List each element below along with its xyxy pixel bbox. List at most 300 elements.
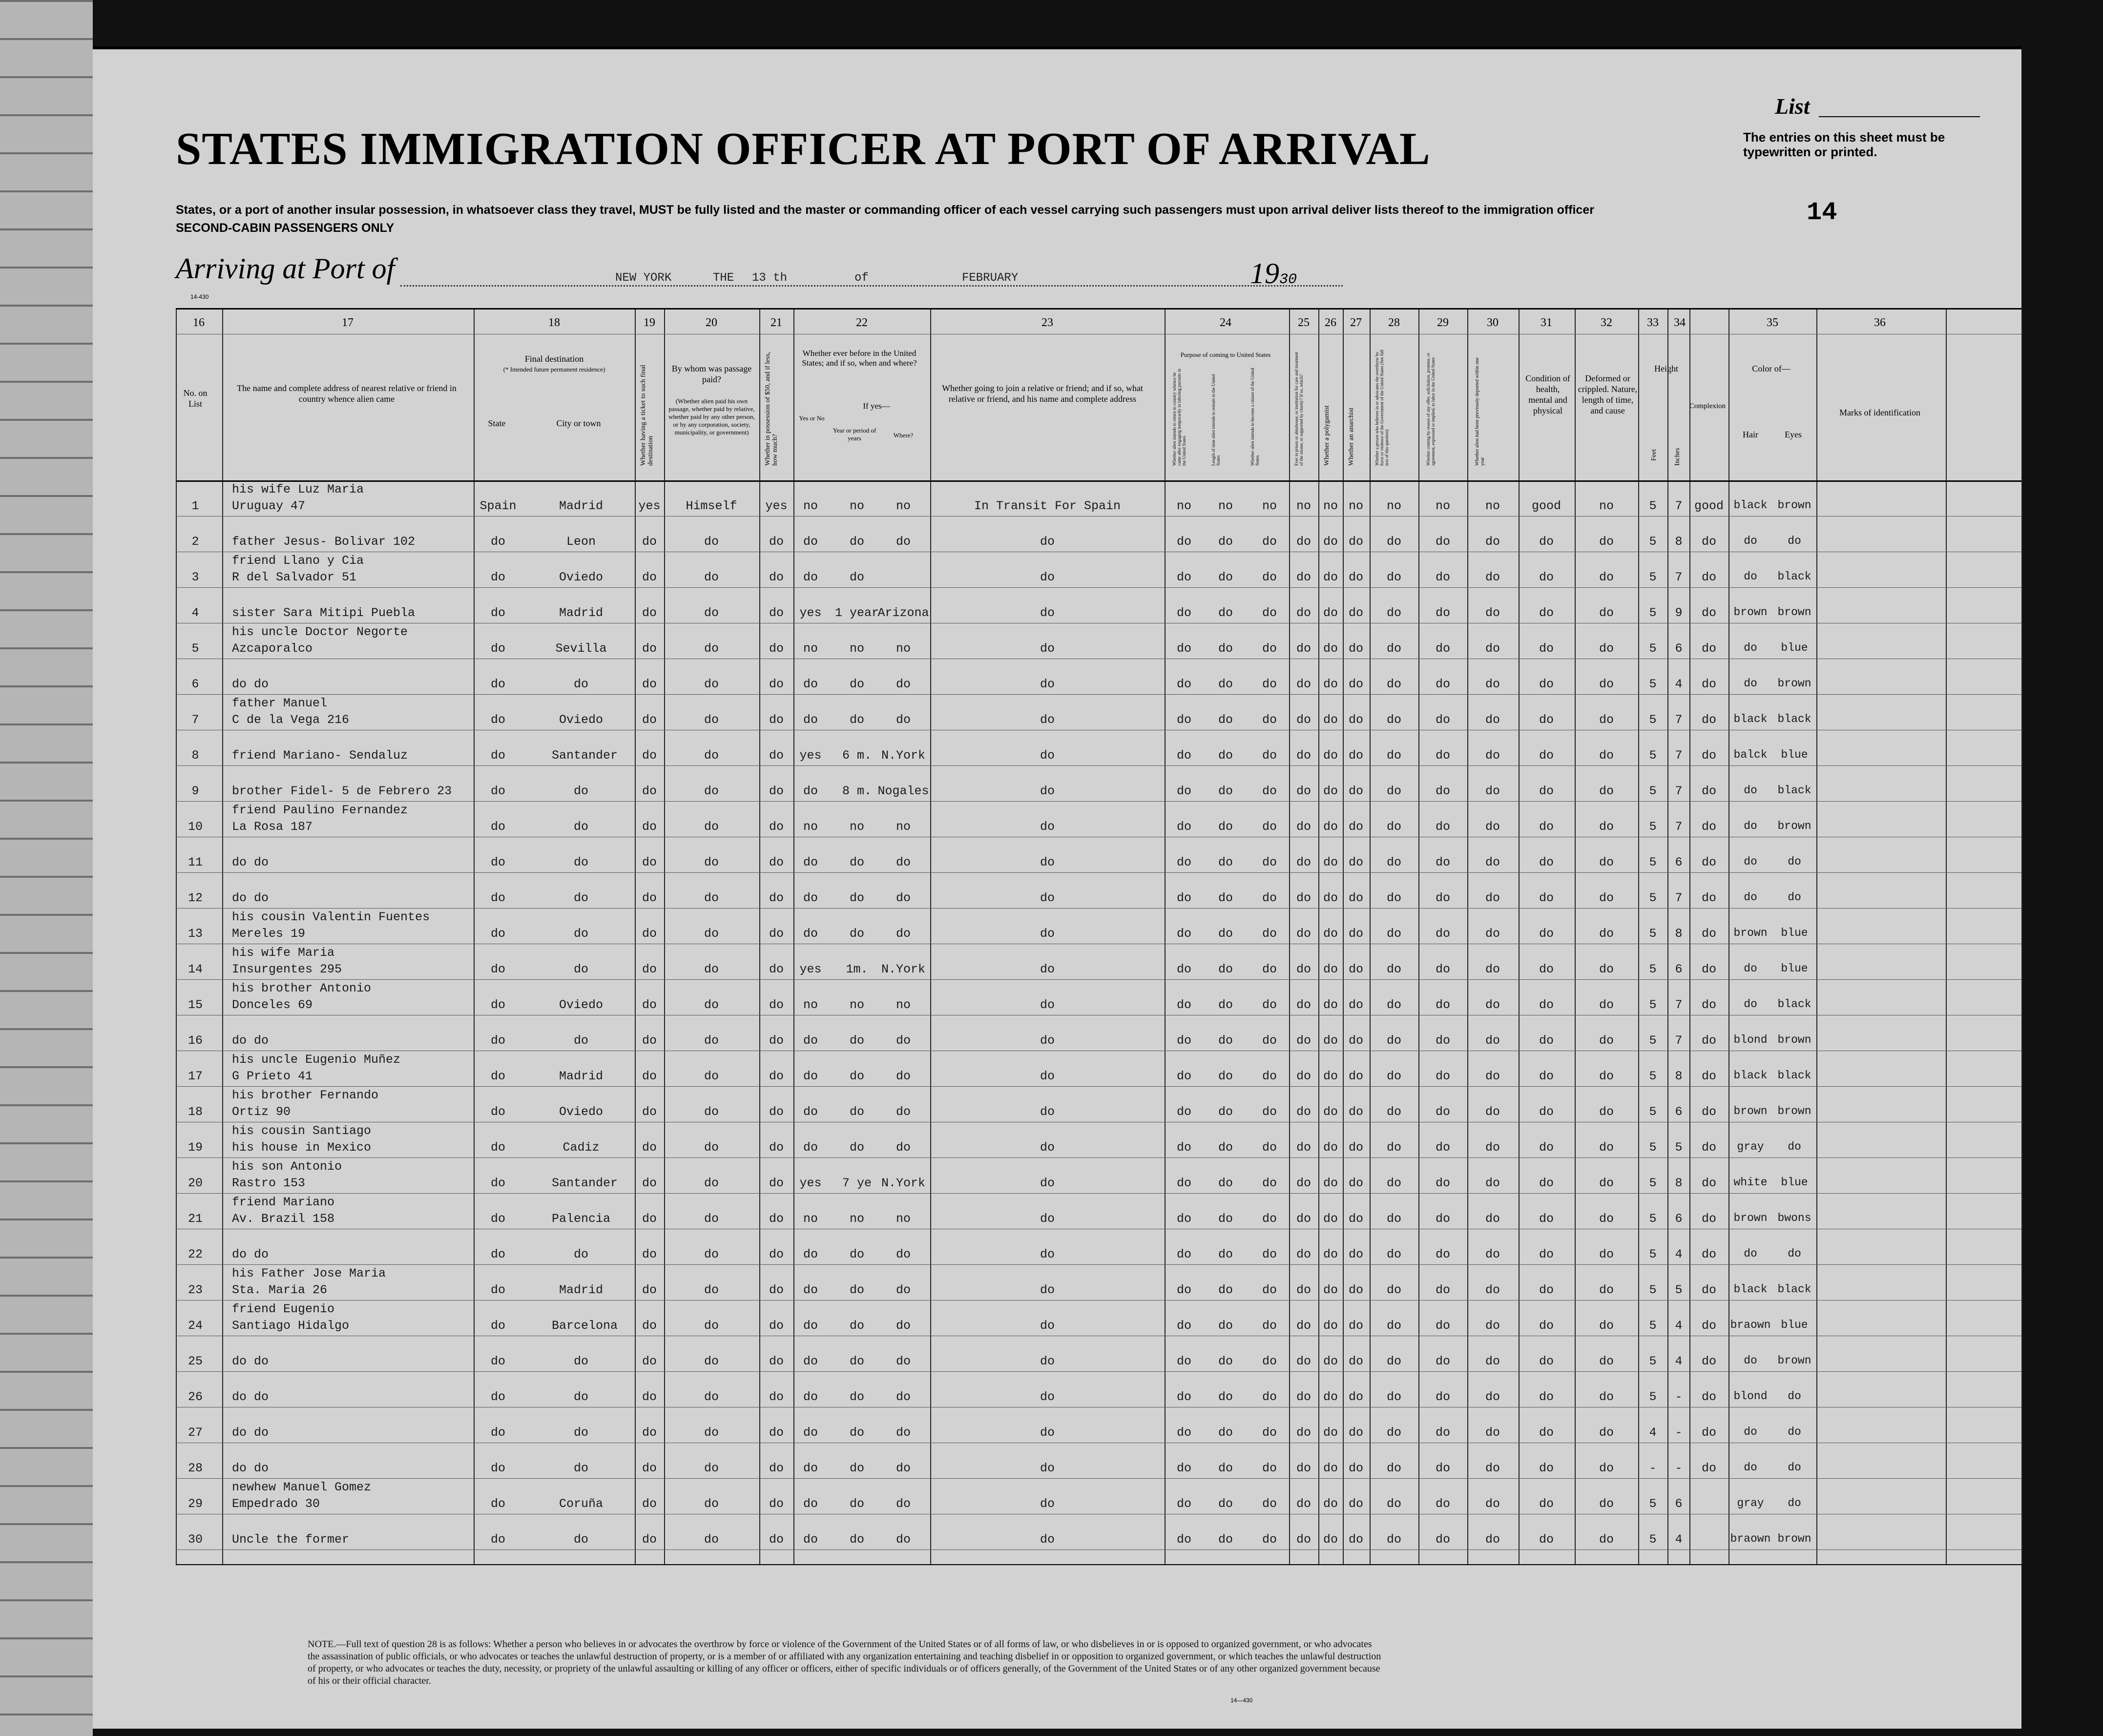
cell-ticket: do (642, 1247, 657, 1261)
cell-rel2: Uncle the former (232, 1532, 350, 1547)
cell-a: do (1176, 570, 1191, 584)
cell-in: 4 (1675, 1354, 1683, 1368)
cell-yn: do (803, 1105, 818, 1119)
cell-in: - (1675, 1390, 1683, 1404)
cell-f: do (1348, 1354, 1363, 1368)
cell-where: no (895, 820, 911, 834)
row-divider (176, 1300, 2021, 1301)
cell-c: do (1262, 998, 1277, 1012)
cell-city: do (573, 855, 588, 869)
cell-i: do (1485, 641, 1500, 656)
cell-state: do (490, 535, 505, 549)
cell-ticket: yes (638, 499, 661, 513)
cell-a: do (1176, 891, 1191, 905)
cell-b: do (1218, 1354, 1233, 1368)
cell-comp: do (1701, 606, 1716, 620)
cell-i: do (1485, 1247, 1500, 1261)
cell-b: do (1218, 1283, 1233, 1297)
cell-i: do (1485, 1212, 1500, 1226)
cell-comp: do (1701, 641, 1716, 656)
cell-paid: do (704, 1105, 719, 1119)
cell-f: do (1348, 891, 1363, 905)
cell-d: do (1296, 1319, 1311, 1333)
cell-comp: do (1701, 962, 1716, 976)
cell-city: do (573, 1033, 588, 1048)
cell-yn: do (803, 855, 818, 869)
cell-g: do (1386, 1140, 1401, 1155)
cell-in: 5 (1675, 1140, 1683, 1155)
subtitle-class: SECOND-CABIN PASSENGERS ONLY (176, 221, 395, 235)
table-row (176, 909, 2021, 945)
row-divider (176, 765, 2021, 766)
cell-in: 6 (1675, 1497, 1683, 1511)
cell-eyes: black (1777, 1069, 1811, 1082)
the-label: THE (713, 271, 734, 285)
cell-eyes: do (1788, 1461, 1801, 1474)
cell-health: do (1539, 1319, 1554, 1333)
cell-state: do (490, 1033, 505, 1048)
cell-in: 4 (1675, 677, 1683, 691)
cell-ticket: do (642, 820, 657, 834)
cell-in: 8 (1675, 1176, 1683, 1190)
table-row (176, 624, 2021, 660)
cell-e: do (1323, 1140, 1338, 1155)
cell-eyes: black (1777, 998, 1811, 1011)
cell-g: do (1386, 820, 1401, 834)
cell-c: do (1262, 1176, 1277, 1190)
cell-hair: balck (1733, 748, 1768, 761)
cell-f: do (1348, 570, 1363, 584)
header-yes-no: Yes or No (799, 414, 825, 422)
cell-money: do (769, 1069, 784, 1083)
cell-where: do (895, 1497, 911, 1511)
cell-ticket: do (642, 1033, 657, 1048)
cell-f: do (1348, 784, 1363, 798)
cell-a: do (1176, 1319, 1191, 1333)
header-feet: Feet (1650, 449, 1658, 461)
cell-yn: no (803, 499, 818, 513)
cell-b: do (1218, 1319, 1233, 1333)
cell-paid: do (704, 1140, 719, 1155)
cell-rel2: Insurgentes 295 (232, 962, 342, 976)
cell-yn: do (803, 1319, 818, 1333)
cell-deformed: no (1599, 499, 1614, 513)
cell-ticket: do (642, 1176, 657, 1190)
cell-comp: do (1701, 1069, 1716, 1083)
cell-state: do (490, 855, 505, 869)
cell-paid: do (704, 1426, 719, 1440)
sheet-number: 14 (1807, 198, 1837, 227)
cell-where: do (895, 1461, 911, 1475)
cell-deformed: do (1599, 748, 1614, 763)
cell-g: do (1386, 784, 1401, 798)
cell-c: do (1262, 677, 1277, 691)
cell-f: do (1348, 962, 1363, 976)
cell-city: do (573, 891, 588, 905)
cell-paid: do (704, 1497, 719, 1511)
cell-b: do (1218, 927, 1233, 941)
cell-a: do (1176, 855, 1191, 869)
cell-join: do (1040, 784, 1055, 798)
cell-f: do (1348, 820, 1363, 834)
cell-h: do (1435, 1176, 1450, 1190)
cell-where: do (895, 1247, 911, 1261)
cell-h: do (1435, 1140, 1450, 1155)
table-row (176, 802, 2021, 838)
cell-state: do (490, 962, 505, 976)
cell-d: do (1296, 1140, 1311, 1155)
cell-city: Madrid (559, 499, 603, 513)
header-color-of: Color of— (1752, 364, 1791, 373)
cell-in: 6 (1675, 1105, 1683, 1119)
cell-in: 4 (1675, 1532, 1683, 1547)
cell-g: do (1386, 1461, 1401, 1475)
cell-in: 4 (1675, 1319, 1683, 1333)
cell-state: do (490, 570, 505, 584)
cell-paid: do (704, 1247, 719, 1261)
cell-a: do (1176, 962, 1191, 976)
cell-h: do (1435, 820, 1450, 834)
cell-b: do (1218, 1461, 1233, 1475)
cell-money: do (769, 1532, 784, 1547)
header-height: Height (1654, 364, 1678, 373)
cell-money: do (769, 820, 784, 834)
cell-city: do (573, 784, 588, 798)
cell-money: do (769, 1247, 784, 1261)
cell-c: do (1262, 713, 1277, 727)
cell-health: do (1539, 1532, 1554, 1547)
cell-paid: do (704, 570, 719, 584)
cell-f: do (1348, 1532, 1363, 1547)
cell-where: do (895, 535, 911, 549)
port-value: NEW YORK (615, 271, 672, 285)
cell-rel1: friend Paulino Fernandez (232, 803, 408, 817)
cell-no: 1 (191, 499, 199, 513)
cell-ft: 5 (1649, 998, 1657, 1012)
column-divider (2021, 310, 2022, 1564)
cell-yr: do (849, 891, 864, 905)
cell-paid: do (704, 1033, 719, 1048)
cell-eyes: brown (1777, 1033, 1811, 1046)
cell-i: do (1485, 1105, 1500, 1119)
cell-hair: gray (1737, 1140, 1764, 1153)
cell-join: do (1040, 1140, 1055, 1155)
column-number: 22 (856, 316, 868, 329)
cell-join: do (1040, 535, 1055, 549)
cell-e: do (1323, 1283, 1338, 1297)
cell-no: 11 (187, 855, 203, 869)
cell-hair: blond (1733, 1033, 1768, 1046)
cell-paid: do (704, 1354, 719, 1368)
cell-in: 9 (1675, 606, 1683, 620)
cell-health: do (1539, 535, 1554, 549)
cell-join: do (1040, 820, 1055, 834)
cell-g: do (1386, 1105, 1401, 1119)
cell-ft: 5 (1649, 1033, 1657, 1048)
cell-rel2: Donceles 69 (232, 998, 313, 1012)
cell-ticket: do (642, 891, 657, 905)
cell-paid: do (704, 855, 719, 869)
cell-h: do (1435, 998, 1450, 1012)
cell-ticket: do (642, 1105, 657, 1119)
cell-deformed: do (1599, 1354, 1614, 1368)
cell-rel2: Ortiz 90 (232, 1105, 291, 1119)
cell-ticket: do (642, 641, 657, 656)
cell-rel2: Rastro 153 (232, 1176, 306, 1190)
cell-ft: 5 (1649, 641, 1657, 656)
table-row (176, 731, 2021, 766)
cell-d: do (1296, 1283, 1311, 1297)
cell-health: do (1539, 677, 1554, 691)
row-divider (176, 1371, 2021, 1372)
cell-city: do (573, 1426, 588, 1440)
cell-g: do (1386, 606, 1401, 620)
cell-g: do (1386, 1247, 1401, 1261)
cell-c: do (1262, 784, 1277, 798)
cell-comp: do (1701, 1461, 1716, 1475)
table-row (176, 660, 2021, 695)
cell-g: do (1386, 1426, 1401, 1440)
cell-yn: no (803, 1212, 818, 1226)
cell-eyes: do (1788, 1497, 1801, 1509)
cell-state: do (490, 1283, 505, 1297)
header-possession: Whether in possession of $50, and if less, how much? (764, 352, 779, 466)
cell-deformed: do (1599, 891, 1614, 905)
cell-ticket: do (642, 1140, 657, 1155)
cell-no: 2 (191, 535, 199, 549)
cell-h: do (1435, 606, 1450, 620)
header-before-us: Whether ever before in the United States; and if so, when and where? (802, 349, 917, 368)
cell-h: do (1435, 784, 1450, 798)
cell-d: do (1296, 1354, 1311, 1368)
column-number: 17 (342, 316, 354, 329)
cell-h: do (1435, 1069, 1450, 1083)
cell-rel2: sister Sara Mitipi Puebla (232, 606, 416, 620)
cell-join: do (1040, 1319, 1055, 1333)
cell-rel2: Sta. Maria 26 (232, 1283, 328, 1297)
cell-d: do (1296, 1069, 1311, 1083)
cell-rel1: his cousin Valentin Fuentes (232, 910, 430, 924)
cell-state: do (490, 606, 505, 620)
cell-eyes: blue (1781, 962, 1808, 975)
footer-code: 14—430 (1230, 1697, 1253, 1704)
cell-f: do (1348, 1283, 1363, 1297)
cell-hair: do (1744, 962, 1757, 975)
cell-deformed: do (1599, 1212, 1614, 1226)
header-nearest-relative: The name and complete address of nearest relative or friend in country whence alien came (237, 383, 457, 404)
cell-in: 7 (1675, 998, 1683, 1012)
cell-state: do (490, 1426, 505, 1440)
cell-no: 21 (187, 1212, 203, 1226)
header-hair: Hair (1743, 430, 1758, 439)
cell-ticket: do (642, 1319, 657, 1333)
cell-g: do (1386, 1354, 1401, 1368)
cell-rel2: do do (232, 1354, 269, 1368)
cell-join: do (1040, 1033, 1055, 1048)
header-join-relative: Whether going to join a relative or friend; and if so, what relative or friend, and his name and complete address (942, 383, 1143, 404)
manifest-sheet (93, 46, 2021, 1729)
cell-deformed: do (1599, 677, 1614, 691)
cell-hair: black (1733, 1069, 1768, 1082)
cell-yr: 8 m. (842, 784, 872, 798)
cell-f: do (1348, 1319, 1363, 1333)
cell-join: do (1040, 855, 1055, 869)
cell-b: do (1218, 606, 1233, 620)
cell-health: do (1539, 820, 1554, 834)
row-divider (176, 694, 2021, 695)
cell-yr: do (849, 1033, 864, 1048)
cell-e: do (1323, 606, 1338, 620)
cell-join: do (1040, 927, 1055, 941)
cell-d: do (1296, 606, 1311, 620)
cell-health: do (1539, 641, 1554, 656)
cell-in: - (1675, 1426, 1683, 1440)
column-number: 20 (706, 316, 717, 329)
cell-e: do (1323, 1212, 1338, 1226)
cell-c: do (1262, 820, 1277, 834)
cell-comp: do (1701, 927, 1716, 941)
cell-yr: no (849, 998, 864, 1012)
cell-h: do (1435, 855, 1450, 869)
cell-ticket: do (642, 535, 657, 549)
cell-deformed: do (1599, 784, 1614, 798)
cell-c: do (1262, 891, 1277, 905)
cell-ft: 5 (1649, 677, 1657, 691)
cell-comp: do (1701, 535, 1716, 549)
cell-f: no (1348, 499, 1363, 513)
cell-ft: 5 (1649, 855, 1657, 869)
cell-money: do (769, 1497, 784, 1511)
header-year-period: Year or period of years (833, 427, 876, 442)
cell-rel2: friend Mariano- Sendaluz (232, 748, 408, 763)
header-complexion: Complexion (1689, 402, 1726, 410)
cell-f: do (1348, 1426, 1363, 1440)
cell-e: do (1323, 570, 1338, 584)
cell-yr: do (849, 1069, 864, 1083)
cell-money: do (769, 962, 784, 976)
cell-city: do (573, 1247, 588, 1261)
cell-a: do (1176, 535, 1191, 549)
cell-paid: do (704, 1212, 719, 1226)
cell-eyes: black (1777, 1283, 1811, 1296)
cell-deformed: do (1599, 962, 1614, 976)
cell-e: do (1323, 784, 1338, 798)
cell-h: do (1435, 1461, 1450, 1475)
cell-d: do (1296, 998, 1311, 1012)
cell-eyes: blue (1781, 748, 1808, 761)
cell-in: 7 (1675, 748, 1683, 763)
cell-comp: do (1701, 1176, 1716, 1190)
cell-where: no (895, 499, 911, 513)
cell-rel2: C de la Vega 216 (232, 713, 350, 727)
cell-e: do (1323, 927, 1338, 941)
cell-eyes: brown (1777, 499, 1811, 512)
cell-yr: do (849, 713, 864, 727)
row-divider (176, 979, 2021, 980)
cell-c: do (1262, 855, 1277, 869)
header-q29: Whether coming by reason of any offer, solicitation, promise, or agreement, expressed or implied, to labor in the United States (1426, 352, 1436, 466)
cell-ticket: do (642, 570, 657, 584)
cell-no: 16 (187, 1033, 203, 1048)
cell-no: 5 (191, 641, 199, 656)
cell-comp: do (1701, 1212, 1716, 1226)
cell-c: do (1262, 1532, 1277, 1547)
cell-eyes: do (1788, 1247, 1801, 1260)
cell-money: do (769, 1105, 784, 1119)
cell-d: do (1296, 1247, 1311, 1261)
cell-hair: do (1744, 855, 1757, 868)
cell-join: do (1040, 570, 1055, 584)
cell-state: do (490, 1140, 505, 1155)
cell-city: Oviedo (559, 1105, 603, 1119)
cell-yr: no (849, 641, 864, 656)
cell-e: do (1323, 820, 1338, 834)
cell-hair: brown (1733, 606, 1768, 619)
cell-ticket: do (642, 1426, 657, 1440)
cell-in: 5 (1675, 1283, 1683, 1297)
cell-f: do (1348, 677, 1363, 691)
cell-health: do (1539, 784, 1554, 798)
cell-c: do (1262, 1105, 1277, 1119)
cell-in: 6 (1675, 855, 1683, 869)
cell-paid: do (704, 1390, 719, 1404)
cell-join: do (1040, 1497, 1055, 1511)
cell-f: do (1348, 1176, 1363, 1190)
cell-i: do (1485, 535, 1500, 549)
cell-no: 26 (187, 1390, 203, 1404)
cell-a: do (1176, 1532, 1191, 1547)
cell-e: do (1323, 891, 1338, 905)
cell-where: do (895, 891, 911, 905)
cell-i: do (1485, 1140, 1500, 1155)
cell-ft: 5 (1649, 535, 1657, 549)
header-if-yes: If yes— (863, 401, 890, 411)
cell-g: do (1386, 748, 1401, 763)
cell-f: do (1348, 927, 1363, 941)
column-number: 24 (1220, 316, 1231, 329)
cell-health: do (1539, 1426, 1554, 1440)
cell-eyes: brown (1777, 1532, 1811, 1545)
cell-no: 17 (187, 1069, 203, 1083)
cell-ft: 5 (1649, 1212, 1657, 1226)
cell-no: 23 (187, 1283, 203, 1297)
cell-deformed: do (1599, 535, 1614, 549)
cell-e: do (1323, 1033, 1338, 1048)
cell-a: do (1176, 1212, 1191, 1226)
cell-rel1: his cousin Santiago (232, 1124, 372, 1138)
cell-i: do (1485, 1497, 1500, 1511)
cell-eyes: black (1777, 713, 1811, 725)
year-suffix: 30 (1279, 271, 1297, 288)
header-eyes: Eyes (1785, 430, 1802, 439)
cell-state: do (490, 891, 505, 905)
cell-deformed: do (1599, 1319, 1614, 1333)
cell-where: Nogales (877, 784, 929, 798)
cell-in: 7 (1675, 784, 1683, 798)
cell-ft: 5 (1649, 1354, 1657, 1368)
cell-city: do (573, 927, 588, 941)
cell-health: good (1531, 499, 1561, 513)
cell-city: Santander (552, 1176, 618, 1190)
cell-b: no (1218, 499, 1233, 513)
header-purpose-return: Whether alien intends to return to country whence he came after engaging temporarily in laboring pursuits in the United States (1172, 369, 1187, 466)
cell-f: do (1348, 1461, 1363, 1475)
table-row (176, 873, 2021, 909)
cell-money: do (769, 713, 784, 727)
cell-no: 13 (187, 927, 203, 941)
cell-health: do (1539, 1033, 1554, 1048)
cell-ft: 5 (1649, 962, 1657, 976)
